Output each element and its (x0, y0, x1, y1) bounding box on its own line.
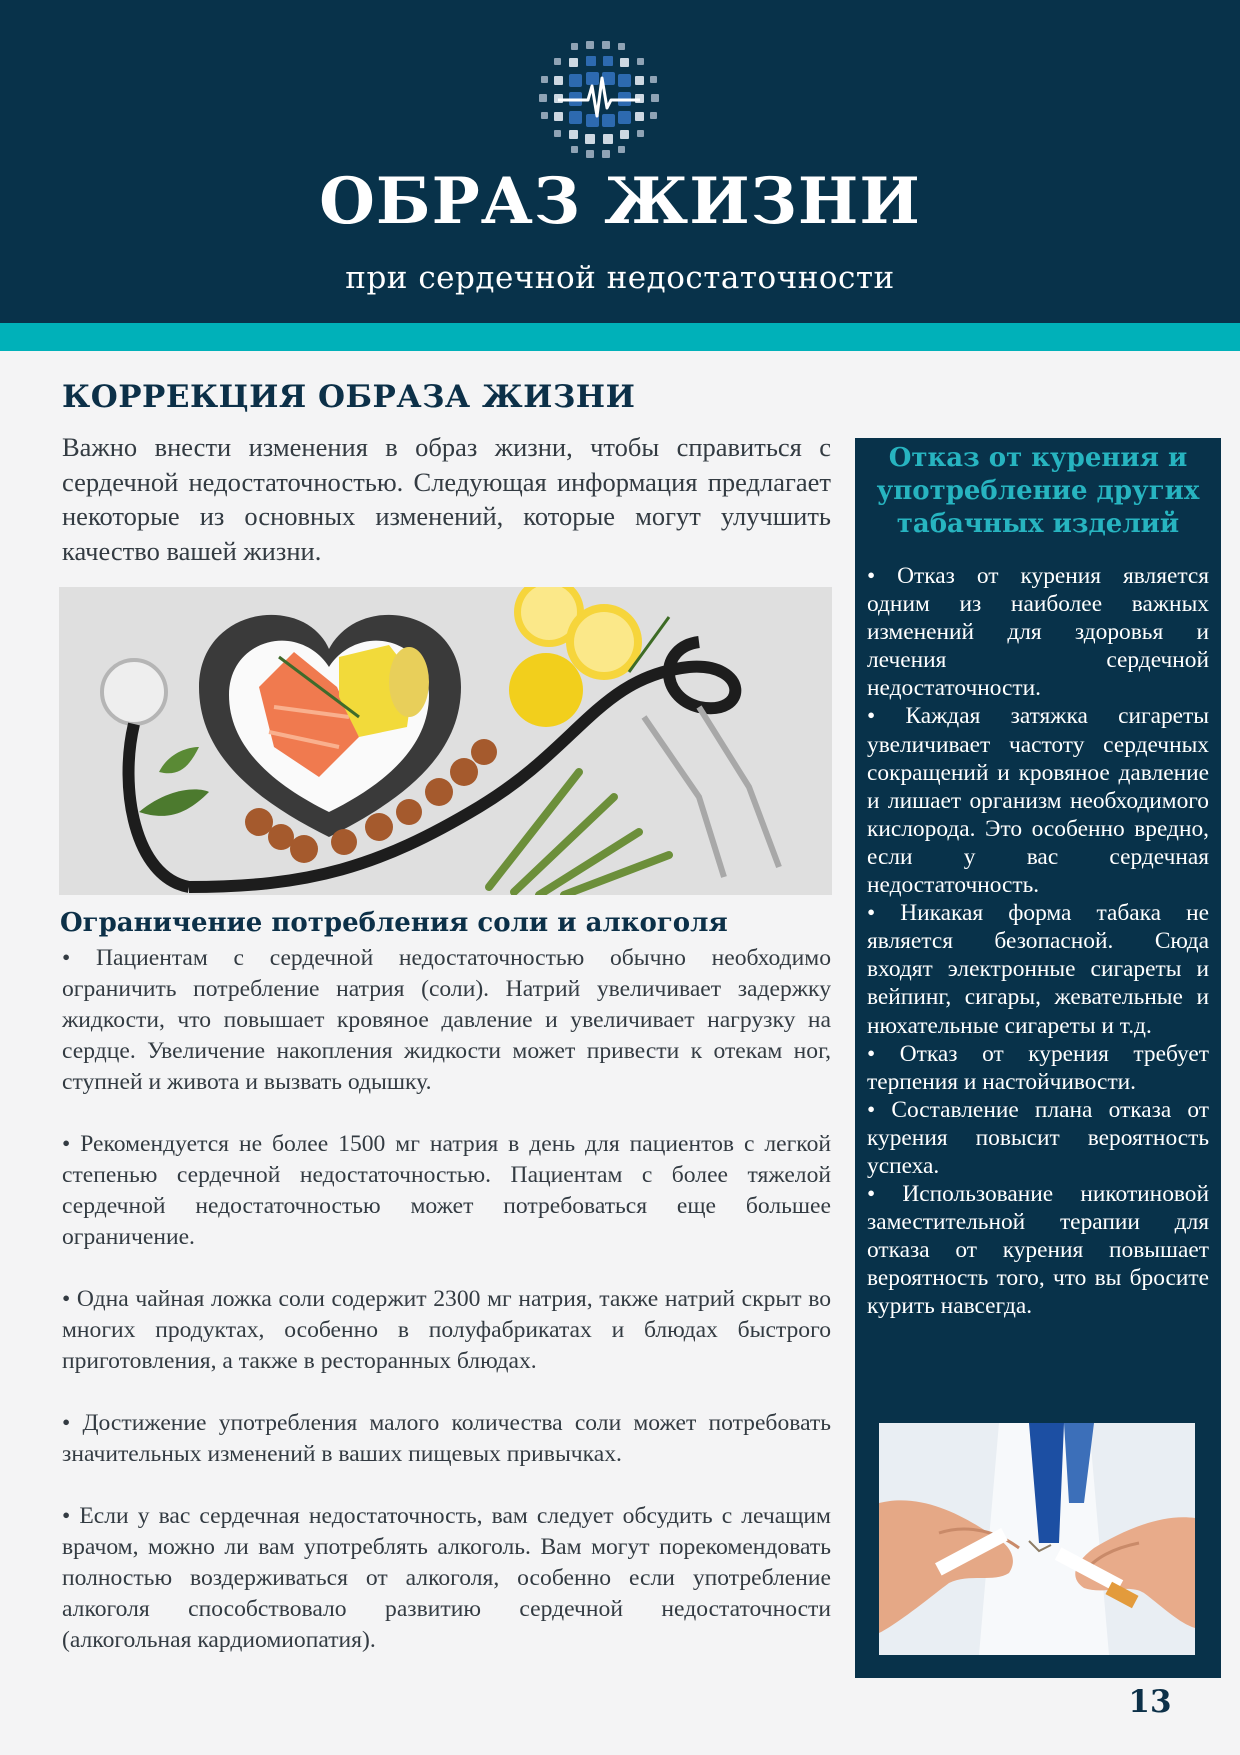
paragraph: • Если у вас сердечная недостаточность, вам следует обсудить с лечащим врачом, можно ли вам употреблять алкоголь. Вам могут порекомендовать полностью воздерживаться от алкоголя, особенно если употребление алкоголя способствовало развитию сердечной недостаточности (алкогольная кардиомиопатия). (62, 1503, 831, 1653)
paragraph: • Достижение употребления малого количества соли может потребовать значительных изменений в ваших пищевых привычках. (62, 1410, 831, 1467)
subsection-title: Ограничение потребления соли и алкоголя (60, 908, 728, 938)
healthy-food-photo (59, 587, 832, 895)
smoking-sidebar (855, 438, 1221, 1678)
intro-paragraph: Важно внести изменения в образ жизни, чтобы справиться с сердечной недостаточностью. Следующая информация предлагает некоторые из основных изменений, которые могут улучшить качество вашей жизни. (62, 432, 831, 566)
sidebar-item: • Использование никотиновой заместительной терапии для отказа от курения повышает вероятность того, что вы бросите курить навсегда. (867, 1181, 1209, 1320)
sidebar-item: • Каждая затяжка сигареты увеличивает частоту сердечных сокращений и кровяное давление и лишает организм необходимого кислорода. Это особенно вредно, если у вас сердечная недостаточность. (867, 703, 1209, 899)
page-subtitle: при сердечной недостаточности (345, 260, 895, 296)
header-banner (0, 0, 1240, 323)
sidebar-list (867, 562, 1209, 1321)
sidebar-item: • Составление плана отказа от курения повысит вероятность успеха. (867, 1096, 1209, 1179)
page-number: 13 (1128, 1684, 1172, 1720)
heartbeat-grid-icon (536, 38, 662, 164)
sidebar-item: • Никакая форма табака не является безопасной. Сюда входят электронные сигареты и вейпинг, сигары, жевательные и нюхательные сигареты и т.д. (867, 900, 1209, 1039)
sidebar-item: • Отказ от курения является одним из наиболее важных изменений для здоровья и лечения сердечной недостаточности. (867, 563, 1209, 702)
broken-cigarette-photo (879, 1423, 1195, 1655)
main-text (62, 943, 831, 1687)
paragraph: • Рекомендуется не более 1500 мг натрия в день для пациентов с легкой степенью сердечной недостаточностью. Пациентам с более тяжелой сердечной недостаточностью может потребоваться еще большее ограничение. (62, 1131, 831, 1250)
sidebar-item: • Отказ от курения требует терпения и настойчивости. (867, 1040, 1209, 1095)
paragraph: • Пациентам с сердечной недостаточностью обычно необходимо ограничить потребление натрия (соли). Натрий увеличивает задержку жидкости, что повышает кровяное давление и увеличивает нагрузку на сердце. Увеличение накопления жидкости может привести к отекам ног, ступней и живота и вызвать одышку. (62, 945, 831, 1095)
paragraph: • Одна чайная ложка соли содержит 2300 мг натрия, также натрий скрыт во многих продуктах, особенно в полуфабрикатах и блюдах быстрого приготовления, а также в ресторанных блюдах. (62, 1286, 831, 1374)
section-title: КОРРЕКЦИЯ ОБРАЗА ЖИЗНИ (62, 379, 636, 415)
sidebar-title: Отказ от курения и употребление других табачных изделий (876, 443, 1200, 539)
page-title: ОБРАЗ ЖИЗНИ (319, 164, 921, 239)
accent-bar (0, 323, 1240, 351)
